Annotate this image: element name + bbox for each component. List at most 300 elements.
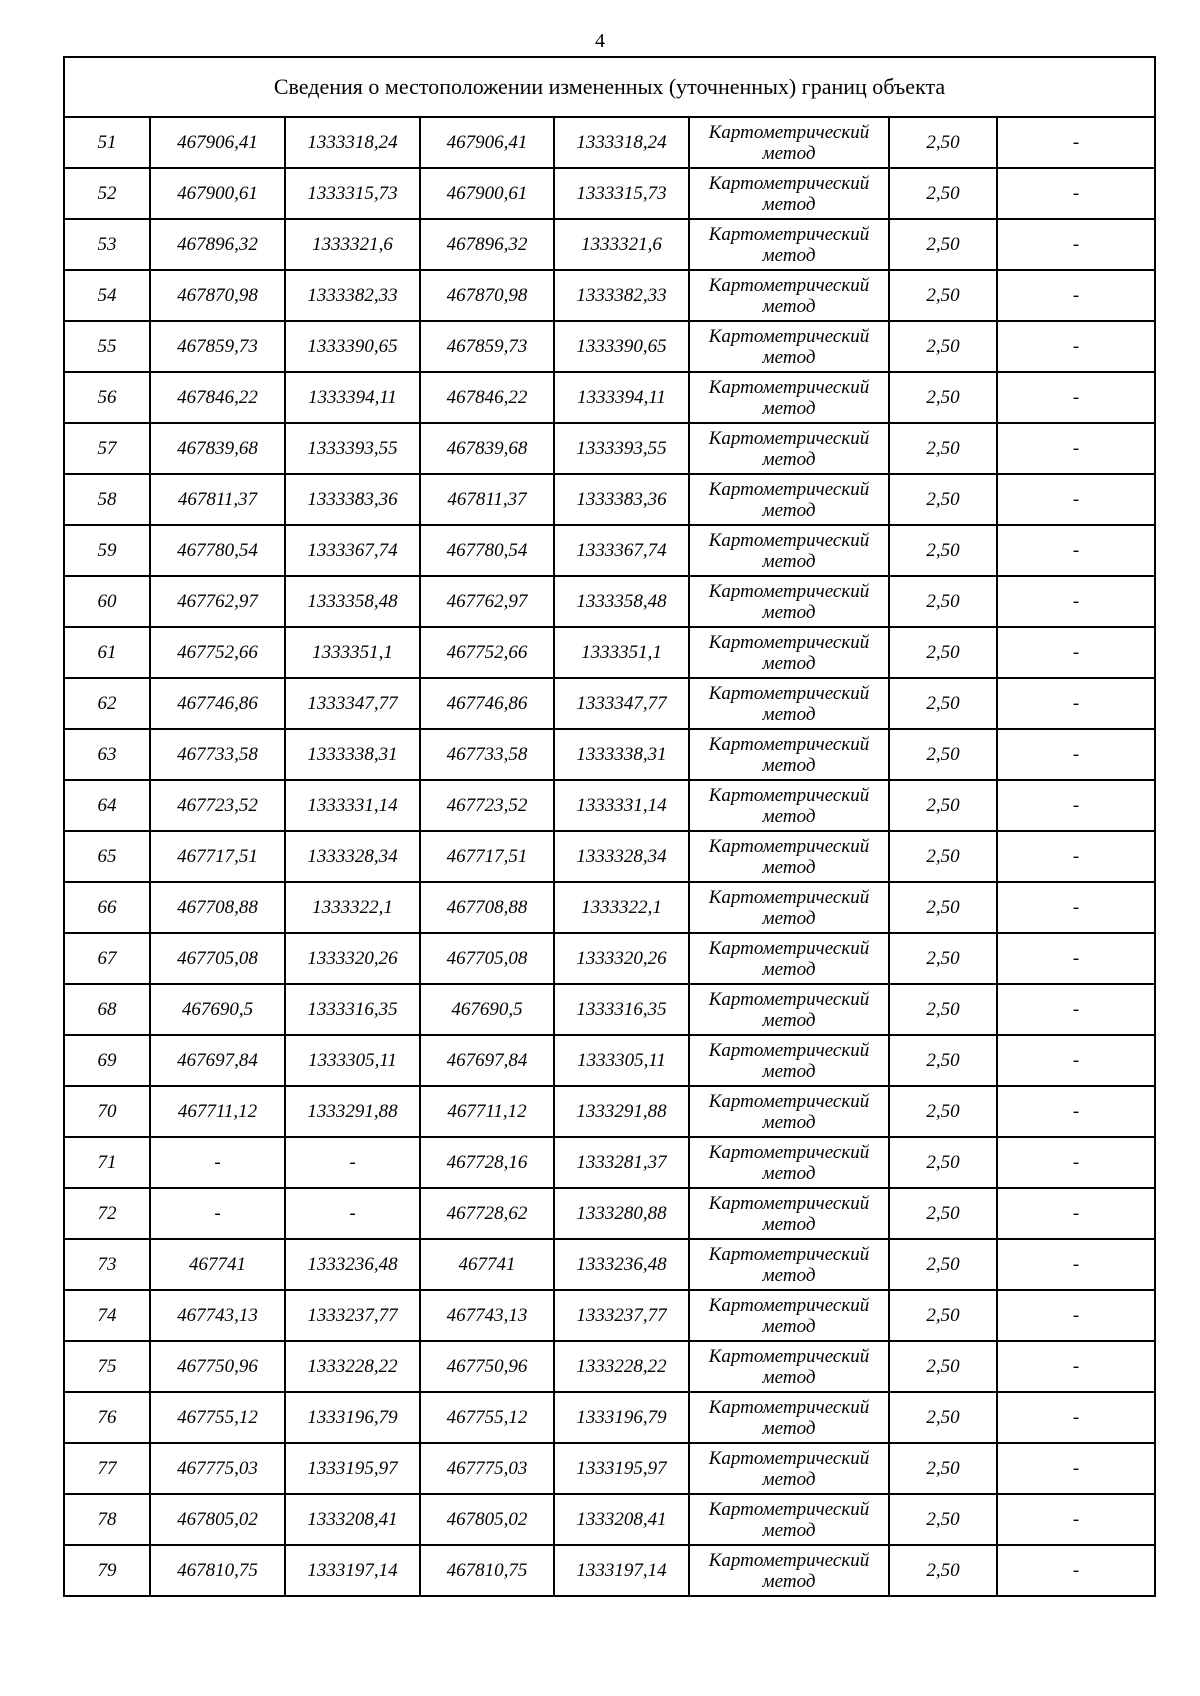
method-cell [689,219,889,270]
method-line-2: метод [762,295,816,317]
existing-y-cell: 1333318,24 [285,117,420,168]
method-cell [689,678,889,729]
refined-x-cell: 467708,88 [420,882,554,933]
accuracy-cell: 2,50 [889,1086,997,1137]
method-line-1: Картометрический [708,325,870,347]
refined-y-cell: 1333321,6 [554,219,689,270]
existing-y-cell: 1333291,88 [285,1086,420,1137]
existing-y-cell: 1333382,33 [285,270,420,321]
existing-y-cell: 1333394,11 [285,372,420,423]
point-number-cell: 79 [64,1545,150,1596]
method-line-2: метод [762,1213,816,1235]
refined-x-cell: 467780,54 [420,525,554,576]
point-number-cell: 61 [64,627,150,678]
method-cell [689,1290,889,1341]
table-row-74 [64,1290,1155,1341]
method-line-1: Картометрический [708,121,870,143]
method-cell [689,270,889,321]
existing-y-cell: 1333228,22 [285,1341,420,1392]
existing-x-cell: 467690,5 [150,984,285,1035]
point-number-cell: 69 [64,1035,150,1086]
method-cell [689,984,889,1035]
method-line-2: метод [762,1570,816,1592]
point-number-cell: 59 [64,525,150,576]
method-line-1: Картометрический [708,1294,870,1316]
method-line-2: метод [762,1060,816,1082]
method-cell [689,321,889,372]
table-row-68 [64,984,1155,1035]
table-row-58 [64,474,1155,525]
method-line-2: метод [762,1366,816,1388]
existing-y-cell: 1333367,74 [285,525,420,576]
method-line-2: метод [762,1009,816,1031]
existing-x-cell: 467743,13 [150,1290,285,1341]
method-line-1: Картометрический [708,886,870,908]
existing-y-cell: 1333338,31 [285,729,420,780]
existing-y-cell: 1333315,73 [285,168,420,219]
refined-x-cell: 467743,13 [420,1290,554,1341]
refined-x-cell: 467723,52 [420,780,554,831]
existing-x-cell: 467859,73 [150,321,285,372]
method-line-1: Картометрический [708,1498,870,1520]
method-line-1: Картометрический [708,478,870,500]
point-number-cell: 63 [64,729,150,780]
table-row-78 [64,1494,1155,1545]
point-number-cell: 58 [64,474,150,525]
refined-y-cell: 1333236,48 [554,1239,689,1290]
table-row-71 [64,1137,1155,1188]
accuracy-cell: 2,50 [889,270,997,321]
description-cell: - [997,678,1155,729]
method-line-1: Картометрический [708,1243,870,1265]
method-cell [689,372,889,423]
point-number-cell: 51 [64,117,150,168]
method-cell [689,1545,889,1596]
refined-y-cell: 1333318,24 [554,117,689,168]
accuracy-cell: 2,50 [889,474,997,525]
description-cell: - [997,219,1155,270]
description-cell: - [997,1341,1155,1392]
table-row-72 [64,1188,1155,1239]
table-row-65 [64,831,1155,882]
method-line-1: Картометрический [708,1396,870,1418]
accuracy-cell: 2,50 [889,729,997,780]
description-cell: - [997,1290,1155,1341]
method-line-2: метод [762,397,816,419]
refined-y-cell: 1333351,1 [554,627,689,678]
accuracy-cell: 2,50 [889,831,997,882]
existing-x-cell: 467750,96 [150,1341,285,1392]
refined-y-cell: 1333280,88 [554,1188,689,1239]
method-cell [689,729,889,780]
method-cell [689,1392,889,1443]
existing-x-cell: - [150,1137,285,1188]
refined-x-cell: 467750,96 [420,1341,554,1392]
existing-y-cell: 1333393,55 [285,423,420,474]
method-line-2: метод [762,652,816,674]
description-cell: - [997,321,1155,372]
method-line-2: метод [762,856,816,878]
existing-y-cell: 1333322,1 [285,882,420,933]
accuracy-cell: 2,50 [889,321,997,372]
method-cell [689,168,889,219]
method-line-1: Картометрический [708,1549,870,1571]
existing-x-cell: 467711,12 [150,1086,285,1137]
refined-y-cell: 1333390,65 [554,321,689,372]
table-title-row [64,57,1155,117]
method-cell [689,780,889,831]
refined-x-cell: 467839,68 [420,423,554,474]
refined-y-cell: 1333338,31 [554,729,689,780]
method-line-1: Картометрический [708,223,870,245]
refined-y-cell: 1333291,88 [554,1086,689,1137]
method-cell [689,627,889,678]
description-cell: - [997,1137,1155,1188]
point-number-cell: 70 [64,1086,150,1137]
existing-x-cell: 467896,32 [150,219,285,270]
accuracy-cell: 2,50 [889,219,997,270]
accuracy-cell: 2,50 [889,678,997,729]
method-line-1: Картометрический [708,1192,870,1214]
method-line-1: Картометрический [708,376,870,398]
existing-y-cell: 1333358,48 [285,576,420,627]
refined-y-cell: 1333208,41 [554,1494,689,1545]
refined-y-cell: 1333382,33 [554,270,689,321]
method-line-2: метод [762,1519,816,1541]
description-cell: - [997,270,1155,321]
description-cell: - [997,1239,1155,1290]
method-line-2: метод [762,193,816,215]
accuracy-cell: 2,50 [889,168,997,219]
method-line-2: метод [762,499,816,521]
description-cell: - [997,627,1155,678]
description-cell: - [997,168,1155,219]
method-line-2: метод [762,1315,816,1337]
method-line-1: Картометрический [708,1141,870,1163]
table-row-63 [64,729,1155,780]
method-line-1: Картометрический [708,274,870,296]
accuracy-cell: 2,50 [889,1137,997,1188]
method-line-1: Картометрический [708,1039,870,1061]
method-line-1: Картометрический [708,172,870,194]
table-row-56 [64,372,1155,423]
table-row-61 [64,627,1155,678]
existing-y-cell: - [285,1188,420,1239]
point-number-cell: 52 [64,168,150,219]
point-number-cell: 66 [64,882,150,933]
existing-y-cell: 1333321,6 [285,219,420,270]
table-row-67 [64,933,1155,984]
page-number: 4 [595,30,605,52]
point-number-cell: 71 [64,1137,150,1188]
method-cell [689,1443,889,1494]
accuracy-cell: 2,50 [889,1341,997,1392]
method-cell [689,117,889,168]
table-title: Сведения о местоположении измененных (уточненных) границ объекта [64,57,1155,117]
refined-y-cell: 1333328,34 [554,831,689,882]
description-cell: - [997,423,1155,474]
point-number-cell: 53 [64,219,150,270]
point-number-cell: 64 [64,780,150,831]
method-cell [689,1086,889,1137]
accuracy-cell: 2,50 [889,1494,997,1545]
existing-y-cell: 1333197,14 [285,1545,420,1596]
point-number-cell: 74 [64,1290,150,1341]
method-line-2: метод [762,958,816,980]
method-line-2: метод [762,1264,816,1286]
refined-y-cell: 1333237,77 [554,1290,689,1341]
method-line-2: метод [762,1111,816,1133]
refined-y-cell: 1333322,1 [554,882,689,933]
refined-x-cell: 467741 [420,1239,554,1290]
point-number-cell: 57 [64,423,150,474]
accuracy-cell: 2,50 [889,1188,997,1239]
existing-y-cell: 1333320,26 [285,933,420,984]
refined-x-cell: 467705,08 [420,933,554,984]
table-row-77 [64,1443,1155,1494]
accuracy-cell: 2,50 [889,984,997,1035]
accuracy-cell: 2,50 [889,1443,997,1494]
table-row-53 [64,219,1155,270]
existing-x-cell: 467741 [150,1239,285,1290]
refined-x-cell: 467762,97 [420,576,554,627]
accuracy-cell: 2,50 [889,372,997,423]
existing-y-cell: 1333390,65 [285,321,420,372]
point-number-cell: 55 [64,321,150,372]
description-cell: - [997,1494,1155,1545]
accuracy-cell: 2,50 [889,1035,997,1086]
existing-x-cell: 467752,66 [150,627,285,678]
description-cell: - [997,1188,1155,1239]
method-line-1: Картометрический [708,1447,870,1469]
method-line-1: Картометрический [708,733,870,755]
existing-x-cell: 467717,51 [150,831,285,882]
existing-x-cell: 467839,68 [150,423,285,474]
description-cell: - [997,576,1155,627]
existing-y-cell: 1333237,77 [285,1290,420,1341]
refined-x-cell: 467906,41 [420,117,554,168]
description-cell: - [997,831,1155,882]
point-number-cell: 76 [64,1392,150,1443]
point-number-cell: 75 [64,1341,150,1392]
method-line-2: метод [762,754,816,776]
existing-x-cell: 467755,12 [150,1392,285,1443]
description-cell: - [997,1545,1155,1596]
accuracy-cell: 2,50 [889,525,997,576]
refined-x-cell: 467746,86 [420,678,554,729]
method-cell [689,933,889,984]
method-line-1: Картометрический [708,988,870,1010]
method-cell [689,831,889,882]
refined-x-cell: 467728,62 [420,1188,554,1239]
accuracy-cell: 2,50 [889,1545,997,1596]
description-cell: - [997,474,1155,525]
refined-x-cell: 467728,16 [420,1137,554,1188]
existing-y-cell: 1333331,14 [285,780,420,831]
description-cell: - [997,1392,1155,1443]
existing-y-cell: 1333195,97 [285,1443,420,1494]
accuracy-cell: 2,50 [889,627,997,678]
description-cell: - [997,372,1155,423]
refined-x-cell: 467752,66 [420,627,554,678]
method-cell [689,1494,889,1545]
existing-x-cell: 467780,54 [150,525,285,576]
description-cell: - [997,1443,1155,1494]
existing-x-cell: 467810,75 [150,1545,285,1596]
refined-y-cell: 1333316,35 [554,984,689,1035]
existing-x-cell: 467723,52 [150,780,285,831]
refined-x-cell: 467870,98 [420,270,554,321]
table-row-55 [64,321,1155,372]
method-line-2: метод [762,244,816,266]
method-cell [689,882,889,933]
table-row-54 [64,270,1155,321]
existing-y-cell: 1333316,35 [285,984,420,1035]
method-cell [689,1239,889,1290]
method-line-2: метод [762,550,816,572]
method-cell [689,1341,889,1392]
table-row-70 [64,1086,1155,1137]
existing-x-cell: 467746,86 [150,678,285,729]
method-cell [689,1137,889,1188]
point-number-cell: 77 [64,1443,150,1494]
description-cell: - [997,984,1155,1035]
description-cell: - [997,933,1155,984]
refined-y-cell: 1333197,14 [554,1545,689,1596]
method-line-1: Картометрический [708,682,870,704]
description-cell: - [997,1035,1155,1086]
description-cell: - [997,882,1155,933]
method-line-1: Картометрический [708,1090,870,1112]
table-row-73 [64,1239,1155,1290]
refined-y-cell: 1333320,26 [554,933,689,984]
point-number-cell: 62 [64,678,150,729]
existing-x-cell: 467762,97 [150,576,285,627]
refined-y-cell: 1333358,48 [554,576,689,627]
boundary-coordinates-table [63,56,1156,1597]
existing-x-cell: 467805,02 [150,1494,285,1545]
method-line-2: метод [762,703,816,725]
existing-x-cell: - [150,1188,285,1239]
table-row-51 [64,117,1155,168]
point-number-cell: 68 [64,984,150,1035]
refined-y-cell: 1333383,36 [554,474,689,525]
refined-x-cell: 467846,22 [420,372,554,423]
refined-y-cell: 1333393,55 [554,423,689,474]
table-row-60 [64,576,1155,627]
table-row-75 [64,1341,1155,1392]
refined-x-cell: 467755,12 [420,1392,554,1443]
refined-y-cell: 1333195,97 [554,1443,689,1494]
description-cell: - [997,1086,1155,1137]
table-body [64,57,1155,1596]
accuracy-cell: 2,50 [889,1392,997,1443]
point-number-cell: 56 [64,372,150,423]
point-number-cell: 54 [64,270,150,321]
existing-x-cell: 467708,88 [150,882,285,933]
table-row-62 [64,678,1155,729]
existing-y-cell: 1333328,34 [285,831,420,882]
refined-x-cell: 467896,32 [420,219,554,270]
refined-x-cell: 467697,84 [420,1035,554,1086]
existing-x-cell: 467811,37 [150,474,285,525]
accuracy-cell: 2,50 [889,1239,997,1290]
existing-y-cell: 1333347,77 [285,678,420,729]
table-row-69 [64,1035,1155,1086]
existing-x-cell: 467870,98 [150,270,285,321]
method-line-1: Картометрический [708,427,870,449]
method-line-2: метод [762,805,816,827]
table-row-66 [64,882,1155,933]
method-line-2: метод [762,1417,816,1439]
existing-x-cell: 467846,22 [150,372,285,423]
method-line-2: метод [762,142,816,164]
method-line-1: Картометрический [708,631,870,653]
refined-y-cell: 1333305,11 [554,1035,689,1086]
accuracy-cell: 2,50 [889,1290,997,1341]
existing-x-cell: 467775,03 [150,1443,285,1494]
refined-x-cell: 467711,12 [420,1086,554,1137]
method-line-2: метод [762,1162,816,1184]
accuracy-cell: 2,50 [889,423,997,474]
refined-y-cell: 1333228,22 [554,1341,689,1392]
refined-y-cell: 1333315,73 [554,168,689,219]
refined-x-cell: 467733,58 [420,729,554,780]
method-line-1: Картометрический [708,580,870,602]
description-cell: - [997,729,1155,780]
description-cell: - [997,525,1155,576]
method-line-2: метод [762,346,816,368]
existing-x-cell: 467900,61 [150,168,285,219]
method-cell [689,474,889,525]
method-line-2: метод [762,448,816,470]
accuracy-cell: 2,50 [889,882,997,933]
table-row-76 [64,1392,1155,1443]
refined-y-cell: 1333196,79 [554,1392,689,1443]
existing-x-cell: 467705,08 [150,933,285,984]
point-number-cell: 65 [64,831,150,882]
method-line-2: метод [762,1468,816,1490]
accuracy-cell: 2,50 [889,780,997,831]
refined-x-cell: 467900,61 [420,168,554,219]
method-cell [689,576,889,627]
refined-x-cell: 467811,37 [420,474,554,525]
method-line-1: Картометрический [708,1345,870,1367]
existing-y-cell: - [285,1137,420,1188]
table-row-64 [64,780,1155,831]
existing-x-cell: 467906,41 [150,117,285,168]
method-cell [689,1035,889,1086]
method-line-1: Картометрический [708,937,870,959]
table-row-52 [64,168,1155,219]
refined-y-cell: 1333367,74 [554,525,689,576]
method-line-1: Картометрический [708,835,870,857]
table-row-57 [64,423,1155,474]
existing-y-cell: 1333383,36 [285,474,420,525]
refined-x-cell: 467690,5 [420,984,554,1035]
method-line-2: метод [762,601,816,623]
refined-y-cell: 1333281,37 [554,1137,689,1188]
table-row-79 [64,1545,1155,1596]
description-cell: - [997,117,1155,168]
method-line-2: метод [762,907,816,929]
refined-x-cell: 467775,03 [420,1443,554,1494]
existing-y-cell: 1333351,1 [285,627,420,678]
refined-x-cell: 467717,51 [420,831,554,882]
description-cell: - [997,780,1155,831]
method-cell [689,525,889,576]
point-number-cell: 72 [64,1188,150,1239]
